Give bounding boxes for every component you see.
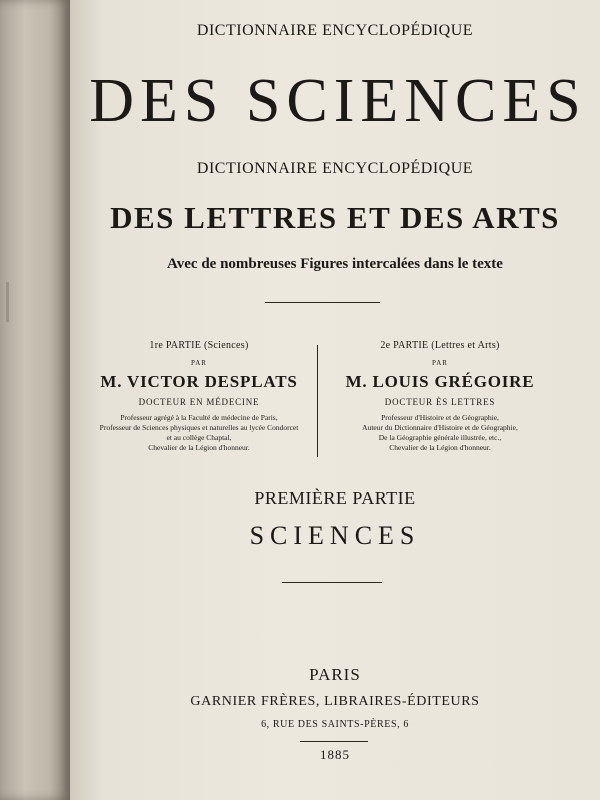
title-page <box>70 0 600 800</box>
imprint-publisher: GARNIER FRÈRES, LIBRAIRES-ÉDITEURS <box>190 694 480 709</box>
credential-line: Chevalier de la Légion d'honneur. <box>389 443 491 452</box>
credential-line: Professeur de Sciences physiques et naturelles au lycée Condorcet <box>99 423 299 432</box>
part-two-column <box>325 340 555 453</box>
spine-mark <box>6 282 9 322</box>
divider-rule <box>282 582 382 583</box>
divider-rule <box>300 741 368 742</box>
credential-line: Auteur du Dictionnaire d'Histoire et de Géographie, <box>362 423 518 432</box>
series-title: DICTIONNAIRE ENCYCLOPÉDIQUE <box>196 22 474 39</box>
tagline: Avec de nombreuses Figures intercalées dans le texte <box>167 256 503 272</box>
part-one-column <box>84 340 314 453</box>
part-name: SCIENCES <box>249 521 421 550</box>
divider-rule <box>265 302 380 303</box>
author-degree: DOCTEUR EN MÉDECINE <box>138 397 260 407</box>
part-label: 2e PARTIE (Lettres et Arts) <box>380 340 500 351</box>
credential-line: Professeur d'Histoire et de Géographie, <box>381 413 499 422</box>
credential-line: De la Géographie générale illustrée, etc., <box>378 433 502 442</box>
author-credentials <box>84 413 314 453</box>
imprint-address: 6, RUE DES SAINTS-PÈRES, 6 <box>261 719 409 730</box>
par-label: PAR <box>191 359 207 367</box>
author-name: M. VICTOR DESPLATS <box>100 372 298 391</box>
part-label: 1re PARTIE (Sciences) <box>149 340 249 351</box>
subtitle: DES LETTRES ET DES ARTS <box>110 200 560 235</box>
credential-line: et au collège Chaptal, <box>166 433 232 442</box>
author-degree: DOCTEUR ÈS LETTRES <box>384 397 496 407</box>
imprint-city: PARIS <box>309 665 361 684</box>
credential-line: Chevalier de la Légion d'honneur. <box>148 443 250 452</box>
column-divider <box>317 345 318 457</box>
par-label: PAR <box>432 359 448 367</box>
author-name: M. LOUIS GRÉGOIRE <box>345 372 535 391</box>
subseries-title: DICTIONNAIRE ENCYCLOPÉDIQUE <box>196 160 474 177</box>
credential-line: Professeur agrégé à la Faculté de médecine de Paris, <box>120 413 278 422</box>
author-credentials <box>325 413 555 453</box>
imprint-year: 1885 <box>320 747 350 762</box>
part-title: PREMIÈRE PARTIE <box>254 488 416 508</box>
main-title: DES SCIENCES <box>89 67 587 135</box>
